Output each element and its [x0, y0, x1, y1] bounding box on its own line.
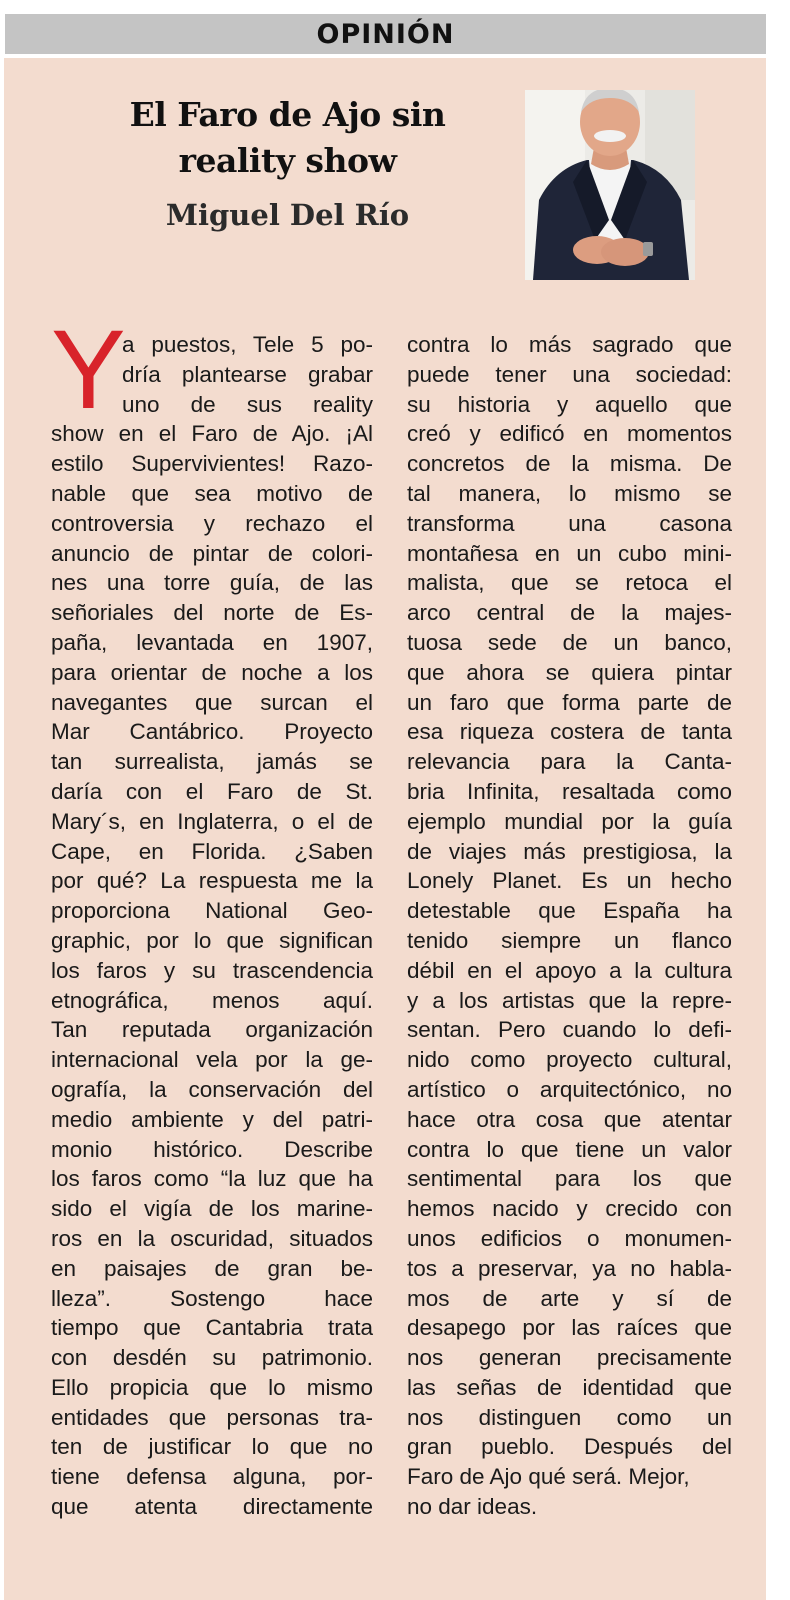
- article-line: arco central de la majes-: [407, 600, 732, 626]
- article-line: anuncio de pintar de colori-: [51, 540, 373, 566]
- article-line: medio ambiente y del patri-: [51, 1106, 373, 1132]
- drop-cap: Y: [51, 307, 126, 432]
- article-line: mos de arte y sí de: [407, 1285, 732, 1311]
- article-line: desapego por las raíces que: [407, 1315, 732, 1341]
- article-line: que ahora se quiera pintar: [407, 659, 732, 685]
- article-line: tan surrealista, jamás se: [51, 749, 373, 775]
- article-line: monio histórico. Describe: [51, 1136, 373, 1162]
- article-line: entidades que personas tra-: [51, 1404, 373, 1430]
- article-line: concretos de la misma. De: [407, 451, 732, 477]
- article-line: tiene defensa alguna, por-: [51, 1464, 373, 1490]
- article-author: Miguel Del Río: [165, 198, 410, 232]
- article-line: hemos nacido y crecido con: [407, 1196, 732, 1222]
- article-line: a puestos, Tele 5 po-: [122, 332, 373, 357]
- article-line: Lonely Planet. Es un hecho: [407, 868, 732, 894]
- article-line: proporciona National Geo-: [51, 898, 373, 924]
- article-line: nido como proyecto cultural,: [407, 1047, 732, 1073]
- article-line: daría con el Faro de St.: [51, 778, 373, 804]
- article-line: transforma una casona: [407, 510, 732, 536]
- article-line: etnográfica, menos aquí.: [51, 987, 373, 1013]
- article-line: nos distinguen como un: [407, 1404, 732, 1430]
- article-line: tenido siempre un flanco: [407, 927, 732, 953]
- article-line: relevancia para la Canta-: [407, 749, 732, 775]
- article-line: nable que sea motivo de: [51, 480, 373, 506]
- article-line: y a los artistas que la repre-: [407, 987, 732, 1013]
- article-line: que atenta directamente: [51, 1494, 373, 1520]
- article-line: esa riqueza costera de tanta: [407, 719, 732, 745]
- article-line: tos a preservar, ya no habla-: [407, 1255, 732, 1281]
- article-line: nos generan precisamente: [407, 1345, 732, 1371]
- article-line: ros en la oscuridad, situados: [51, 1225, 373, 1251]
- article-line: dría plantearse grabar: [122, 361, 373, 387]
- article-line: show en el Faro de Ajo. ¡Al: [51, 421, 373, 447]
- article-line: montañesa en un cubo mini-: [407, 540, 732, 566]
- title-line-2: reality show: [178, 141, 397, 180]
- article-line: bria Infinita, resaltada como: [407, 778, 732, 804]
- article-line: ejemplo mundial por la guía: [407, 808, 732, 834]
- article-line: artístico o arquitectónico, no: [407, 1076, 732, 1102]
- article-line: por qué? La respuesta me la: [51, 868, 373, 894]
- article-line: contra lo que tiene un valor: [407, 1136, 732, 1162]
- article-line: un faro que forma parte de: [407, 689, 732, 715]
- article-line: su historia y aquello que: [407, 391, 732, 417]
- article-line: Mary´s, en Inglaterra, o el de: [51, 808, 373, 834]
- title-line-1: El Faro de Ajo sin: [129, 95, 446, 134]
- article-line: ografía, la conservación del: [51, 1076, 373, 1102]
- article-line: de viajes más prestigiosa, la: [407, 838, 732, 864]
- article-line: detestable que España ha: [407, 898, 732, 924]
- article-line: sido el vigía de los marine-: [51, 1196, 373, 1222]
- article-line: uno de sus reality: [122, 391, 373, 417]
- article-line: no dar ideas.: [407, 1494, 538, 1520]
- article-line: paña, levantada en 1907,: [51, 629, 373, 655]
- article-line: lleza”. Sostengo hace: [51, 1285, 373, 1311]
- article-line: graphic, por lo que significan: [51, 927, 373, 953]
- article-line: en paisajes de gran be-: [51, 1255, 373, 1281]
- article-line: para orientar de noche a los: [51, 659, 373, 685]
- article-line: unos edificios o monumen-: [407, 1225, 732, 1251]
- article-line: las señas de identidad que: [407, 1374, 732, 1400]
- article-line: los faros como “la luz que ha: [51, 1166, 373, 1192]
- article-column-right: [407, 330, 732, 1522]
- article-line: Mar Cantábrico. Proyecto: [51, 719, 373, 745]
- article-line: estilo Supervivientes! Razo-: [51, 451, 373, 477]
- article-line: creó y edificó en momentos: [407, 421, 732, 447]
- article-line: con desdén su patrimonio.: [51, 1345, 373, 1371]
- article-line: internacional vela por la ge-: [51, 1047, 373, 1073]
- article-line: Faro de Ajo qué será. Mejor,: [407, 1464, 690, 1490]
- article-line: ten de justificar lo que no: [51, 1434, 373, 1460]
- article-line: Tan reputada organización: [51, 1017, 373, 1043]
- article-line: tuosa sede de un banco,: [407, 629, 732, 655]
- section-title: OPINIÓN: [316, 19, 455, 50]
- article-line: puede tener una sociedad:: [407, 361, 732, 387]
- article-line: tal manera, lo mismo se: [407, 480, 732, 506]
- article-line: gran pueblo. Después del: [407, 1434, 732, 1460]
- author-portrait-icon: [525, 90, 695, 280]
- article-title: [110, 92, 465, 184]
- article-line: contra lo más sagrado que: [407, 332, 732, 357]
- article-line: débil en el apoyo a la cultura: [407, 957, 732, 983]
- article-column-left: [51, 330, 373, 1522]
- article-line: señoriales del norte de Es-: [51, 600, 373, 626]
- article-line: Cape, en Florida. ¿Saben: [51, 838, 373, 864]
- article-line: navegantes que surcan el: [51, 689, 373, 715]
- article-line: controversia y rechazo el: [51, 510, 373, 536]
- section-header: [5, 14, 766, 54]
- article-line: sentimental para los que: [407, 1166, 732, 1192]
- article-line: sentan. Pero cuando lo defi-: [407, 1017, 732, 1043]
- article-line: tiempo que Cantabria trata: [51, 1315, 373, 1341]
- article-line: hace otra cosa que atentar: [407, 1106, 732, 1132]
- article-line: nes una torre guía, de las: [51, 570, 373, 596]
- article-line: malista, que se retoca el: [407, 570, 732, 596]
- article-line: Ello propicia que lo mismo: [51, 1374, 373, 1400]
- article-line: los faros y su trascendencia: [51, 957, 373, 983]
